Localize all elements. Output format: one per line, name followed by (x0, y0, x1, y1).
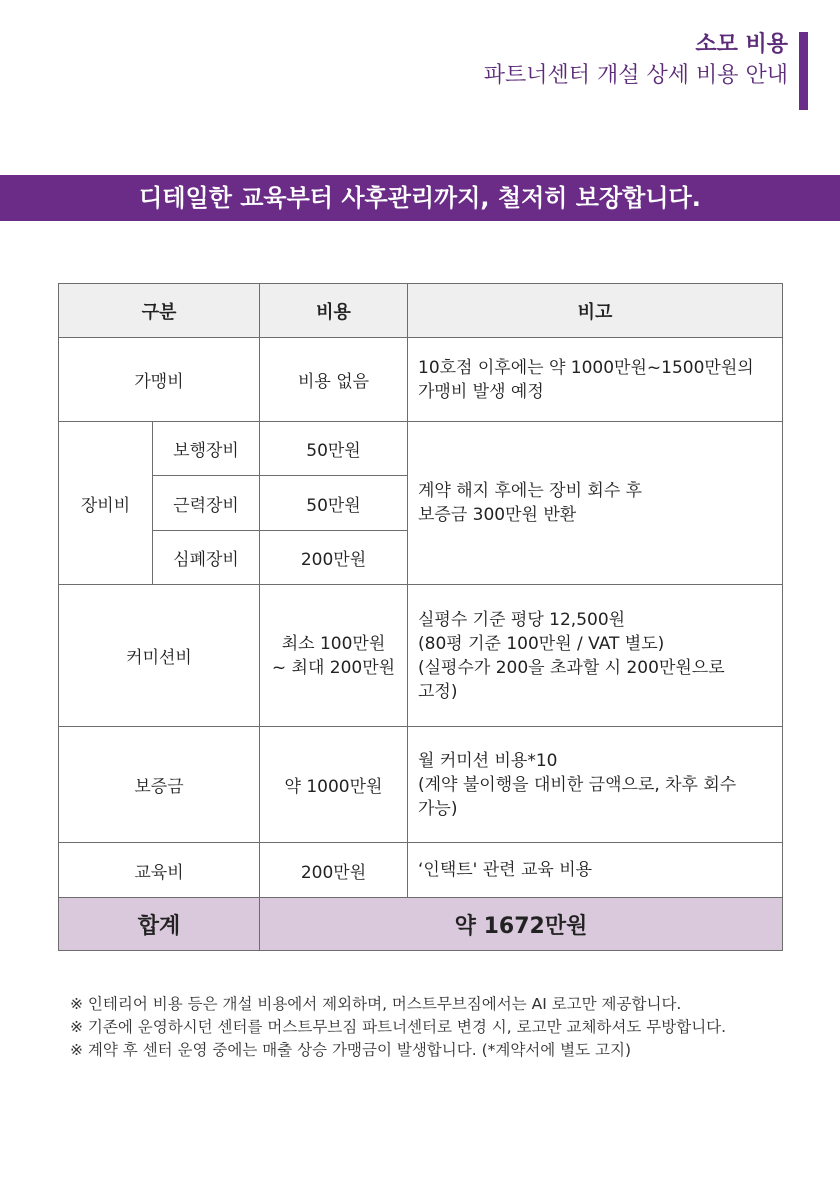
table-row-deposit (59, 727, 783, 843)
equipment-label: 장비비 (59, 422, 153, 585)
note-line: 보증금 300만원 반환 (418, 505, 577, 525)
commission-cost (260, 585, 408, 727)
equipment-item-label: 보행장비 (153, 422, 260, 476)
header-category: 구분 (59, 284, 260, 338)
cost-line: ~ 최대 200만원 (271, 657, 396, 678)
note-line: (80평 기준 100만원 / VAT 별도) (418, 633, 665, 654)
total-label: 합계 (59, 898, 260, 951)
deposit-cost: 약 1000만원 (260, 727, 408, 843)
equipment-item-cost: 200만원 (260, 531, 408, 585)
banner: 디테일한 교육부터 사후관리까지, 철저히 보장합니다. (0, 175, 840, 221)
note-line: (실평수가 200을 초과할 시 200만원으로 (418, 657, 725, 678)
education-note: ‘인택트' 관련 교육 비용 (408, 843, 783, 898)
table-header-row (59, 284, 783, 338)
franchise-label: 가맹비 (59, 338, 260, 422)
franchise-note (408, 338, 783, 422)
note-line: (계약 불이행을 대비한 금액으로, 차후 회수 (418, 774, 737, 795)
commission-label: 커미션비 (59, 585, 260, 727)
header-cost: 비용 (260, 284, 408, 338)
note-line: 고정) (418, 681, 458, 702)
table-row-commission (59, 585, 783, 727)
deposit-label: 보증금 (59, 727, 260, 843)
note-line: 실평수 기준 평당 12,500원 (418, 609, 626, 630)
education-cost: 200만원 (260, 843, 408, 898)
note-line: 계약 해지 후에는 장비 회수 후 (418, 481, 643, 501)
footnote: ※ 기존에 운영하시던 센터를 머스트무브짐 파트너센터로 변경 시, 로고만 교체하셔도 무방합니다. (70, 1018, 727, 1036)
header-title: 소모 비용 (695, 32, 788, 57)
equipment-item-label: 근력장비 (153, 476, 260, 531)
cost-table (58, 283, 783, 951)
total-value: 약 1672만원 (260, 898, 783, 951)
commission-note (408, 585, 783, 727)
cost-line: 최소 100만원 (281, 633, 386, 654)
footnote: ※ 인테리어 비용 등은 개설 비용에서 제외하며, 머스트무브짐에서는 AI 로고만 제공합니다. (70, 995, 682, 1013)
header-accent-bar (799, 32, 808, 110)
table-row-education (59, 843, 783, 898)
equipment-item-cost: 50만원 (260, 476, 408, 531)
header-subtitle: 파트너센터 개설 상세 비용 안내 (483, 63, 788, 88)
note-line: 가능) (418, 798, 458, 819)
equipment-item-label: 심폐장비 (153, 531, 260, 585)
education-label: 교육비 (59, 843, 260, 898)
note-line: 10호점 이후에는 약 1000만원~1500만원의 (418, 357, 754, 378)
equipment-item-cost: 50만원 (260, 422, 408, 476)
footnotes (70, 993, 726, 1062)
note-line: 가맹비 발생 예정 (418, 381, 544, 402)
franchise-cost: 비용 없음 (260, 338, 408, 422)
table-row-equipment-walking (59, 422, 783, 476)
table-row-total (59, 898, 783, 951)
note-line: 월 커미션 비용*10 (418, 750, 558, 771)
deposit-note (408, 727, 783, 843)
footnote: ※ 계약 후 센터 운영 중에는 매출 상승 가맹금이 발생합니다. (*계약서에 별도 고지) (70, 1041, 632, 1059)
header-note: 비고 (408, 284, 783, 338)
equipment-note (408, 422, 783, 585)
page-header (484, 30, 788, 92)
table-row-franchise (59, 338, 783, 422)
